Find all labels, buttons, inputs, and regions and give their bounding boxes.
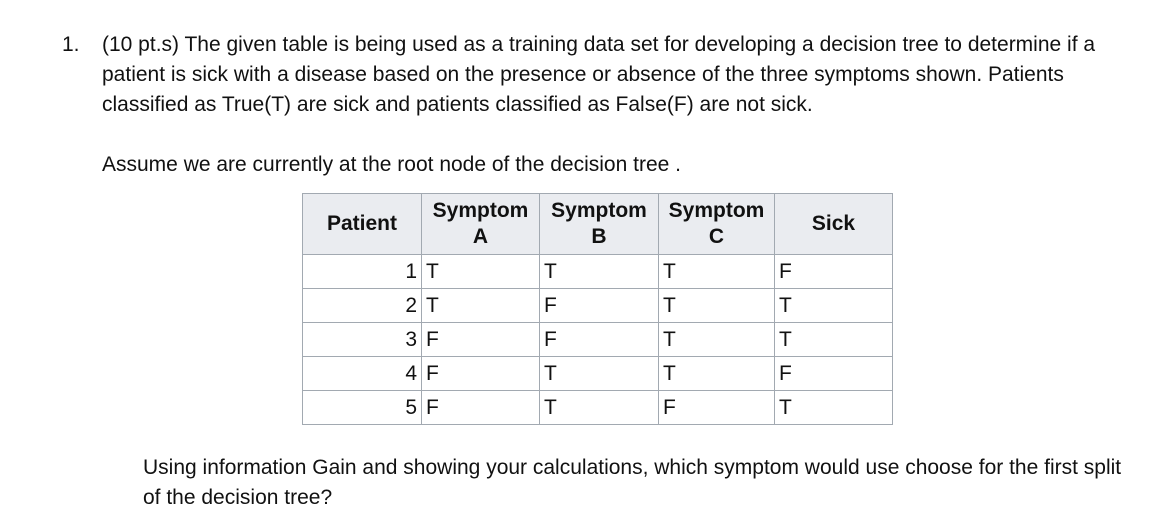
table-row [303, 323, 893, 357]
cell-sick: T [775, 289, 893, 323]
header-symptom-a: Symptom A [422, 194, 540, 255]
cell-sick: F [775, 357, 893, 391]
question-intro [102, 30, 1112, 120]
table-row [303, 255, 893, 289]
cell-patient: 5 [303, 391, 422, 425]
question-assumption: Assume we are currently at the root node of the decision tree . [102, 153, 681, 176]
cell-symptom-a: F [422, 357, 540, 391]
cell-symptom-b: T [540, 391, 659, 425]
cell-symptom-c: T [659, 357, 775, 391]
cell-symptom-b: F [540, 323, 659, 357]
table-row [303, 391, 893, 425]
question-intro-text: (10 pt.s) The given table is being used as a training data set for developing a decision tree to determine if a patient is sick with a disease based on the presence or absence of the three symptoms shown. Patients classified as True(T) are sick and patients classified as False(F) are not sick. [102, 33, 1096, 116]
cell-symptom-c: T [659, 289, 775, 323]
table-row [303, 357, 893, 391]
header-sick: Sick [775, 194, 893, 255]
training-data-table [302, 193, 893, 425]
cell-symptom-c: T [659, 255, 775, 289]
cell-symptom-b: T [540, 255, 659, 289]
header-symptom-b: Symptom B [540, 194, 659, 255]
header-symptom-c: Symptom C [659, 194, 775, 255]
cell-patient: 1 [303, 255, 422, 289]
cell-symptom-a: F [422, 323, 540, 357]
cell-symptom-a: F [422, 391, 540, 425]
header-patient: Patient [303, 194, 422, 255]
question-number: 1. [62, 33, 80, 56]
cell-symptom-c: T [659, 323, 775, 357]
cell-symptom-a: T [422, 289, 540, 323]
cell-patient: 2 [303, 289, 422, 323]
cell-symptom-c: F [659, 391, 775, 425]
cell-symptom-b: T [540, 357, 659, 391]
cell-sick: F [775, 255, 893, 289]
cell-patient: 4 [303, 357, 422, 391]
cell-symptom-b: F [540, 289, 659, 323]
cell-symptom-a: T [422, 255, 540, 289]
training-data-table-wrap [302, 193, 893, 425]
table-row [303, 289, 893, 323]
cell-sick: T [775, 391, 893, 425]
cell-sick: T [775, 323, 893, 357]
cell-patient: 3 [303, 323, 422, 357]
question-followup: Using information Gain and showing your calculations, which symptom would use choose for the first split of the decision tree? [143, 456, 1122, 509]
table-header-row [303, 194, 893, 255]
